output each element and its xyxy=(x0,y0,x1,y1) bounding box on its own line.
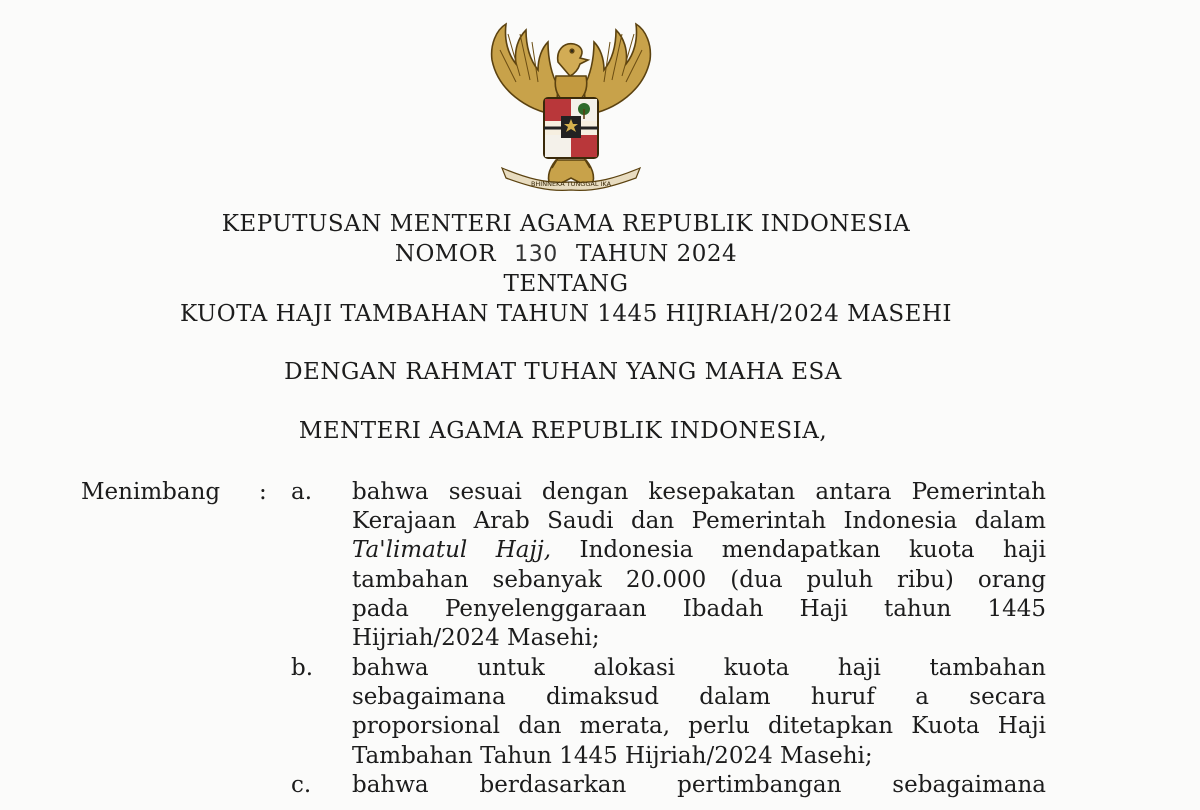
decree-number-line xyxy=(0,239,1132,270)
decree-year: TAHUN 2024 xyxy=(576,241,738,267)
item-marker-a: a. xyxy=(291,479,313,505)
text-line: pada Penyelenggaraan Ibadah Haji tahun 1445 xyxy=(352,595,1046,622)
decree-about-label: TENTANG xyxy=(503,271,629,297)
text-line xyxy=(352,536,1046,565)
decree-subject: KUOTA HAJI TAMBAHAN TAHUN 1445 HIJRIAH/2024 MASEHI xyxy=(179,301,953,327)
text-line: tambahan sebanyak 20.000 (dua puluh ribu) orang xyxy=(352,566,1046,593)
issuer-line: MENTERI AGAMA REPUBLIK INDONESIA, xyxy=(298,418,828,444)
item-marker-b: b. xyxy=(291,655,314,681)
considering-colon: : xyxy=(259,479,267,505)
text-line: proporsional dan merata, perlu ditetapkan Kuota Haji xyxy=(352,713,1046,740)
decree-number: 130 xyxy=(514,242,558,267)
item-c-text xyxy=(352,771,1046,800)
text-line: sebagaimana dimaksud dalam huruf a secara xyxy=(352,684,1046,711)
item-a-text xyxy=(352,478,1046,653)
considering-label: Menimbang xyxy=(81,479,221,505)
italic-term: Ta'limatul Hajj, xyxy=(352,537,552,564)
decree-title: KEPUTUSAN MENTERI AGAMA REPUBLIK INDONESIA xyxy=(221,211,911,237)
svg-text:BHINNEKA TUNGGAL IKA: BHINNEKA TUNGGAL IKA xyxy=(530,180,612,188)
text-line-rest: Indonesia mendapatkan kuota haji xyxy=(579,537,1047,564)
invocation: DENGAN RAHMAT TUHAN YANG MAHA ESA xyxy=(284,359,842,385)
decree-number-prefix: NOMOR xyxy=(394,241,497,267)
item-b-text xyxy=(352,654,1046,771)
garuda-pancasila-emblem-icon xyxy=(486,20,656,192)
text-line: bahwa sesuai dengan kesepakatan antara Pemerintah xyxy=(352,479,1046,505)
text-line: bahwa berdasarkan pertimbangan sebagaimana xyxy=(352,772,1046,798)
text-line: Hijriah/2024 Masehi; xyxy=(352,625,600,652)
text-line: bahwa untuk alokasi kuota haji tambahan xyxy=(352,655,1046,681)
item-marker-c: c. xyxy=(291,772,312,798)
text-line: Tambahan Tahun 1445 Hijriah/2024 Masehi; xyxy=(352,742,873,769)
text-line: Kerajaan Arab Saudi dan Pemerintah Indonesia dalam xyxy=(352,508,1046,535)
